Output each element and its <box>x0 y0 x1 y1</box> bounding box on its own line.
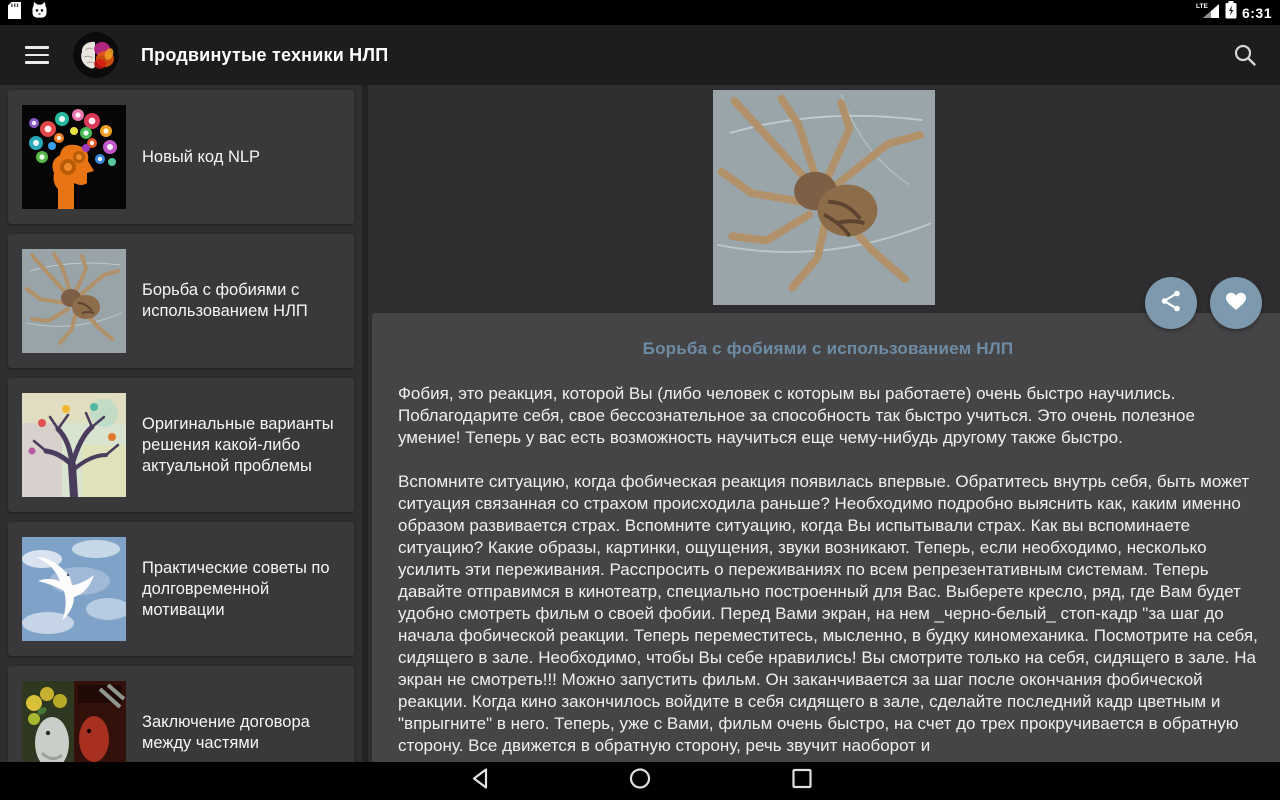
brain-icons-thumbnail <box>22 105 126 209</box>
sd-card-icon <box>8 2 21 24</box>
sidebar-item-label: Борьба с фобиями с использованием НЛП <box>142 281 308 320</box>
tree-art-thumbnail <box>22 393 126 497</box>
share-icon <box>1158 288 1184 319</box>
network-label: LTE <box>1195 3 1208 10</box>
sidebar-item-prakticheskie-sovety[interactable] <box>8 522 354 656</box>
sidebar-item-zaklyuchenie-dogovora[interactable] <box>8 666 354 762</box>
favorite-button[interactable] <box>1210 277 1262 329</box>
article-title: Борьба с фобиями с использованием НЛП <box>642 339 1014 358</box>
android-nav-bar <box>0 762 1280 800</box>
spider-header-image <box>713 90 935 305</box>
app-bar <box>0 25 1280 85</box>
chapter-list <box>0 85 362 762</box>
status-left-icons <box>0 2 48 24</box>
article-body <box>398 383 1258 757</box>
faces-collage-thumbnail <box>22 681 126 762</box>
back-button[interactable] <box>471 767 491 796</box>
heart-icon <box>1223 288 1249 319</box>
signal-lte-icon <box>1196 1 1220 24</box>
sidebar-item-label: Заключение договора между частями <box>142 713 310 752</box>
sidebar-item-label: Новый код NLP <box>142 147 261 166</box>
sidebar-item-originalnye-varianty[interactable] <box>8 378 354 512</box>
search-icon[interactable] <box>1232 42 1258 68</box>
sidebar-item-borba-s-fobiyami[interactable] <box>8 234 354 368</box>
status-right-cluster <box>1196 1 1280 24</box>
status-bar <box>0 0 1280 25</box>
clock-time: 6:31 <box>1241 4 1272 21</box>
brain-logo-icon <box>73 32 119 78</box>
sidebar-item-label: Оригинальные варианты решения какой-либо актуальной проблемы <box>142 414 334 475</box>
article-card <box>372 313 1280 800</box>
article-paragraph: Вспомните ситуацию, когда фобическая реакция появилась впервые. Обратитесь внутрь себя, быть может ситуация связанная со страхом происходила раньше? Необходимо подробно выяснить как, каким именно образом развивается страх. Вспомните ситуацию, когда Вы испытывали страх. Как вы вспоминаете ситуацию? Какие образы, картинки, ощущения, звуки возникают. Теперь, если необходимо, несколько усилить эти переживания. Расспросить о переживаниях по всем репрезентативным системам. Теперь давайте отправимся в кинотеатр, специально построенный для Вас. Выберете кресло, ряд, где Вам будет удобно смотреть фильм о своей фобии. Перед Вами экран, на нем _черно-белый_ стоп-кадр "за шаг до начала фобической реакции. Теперь переместитесь, мысленно, в будку киномеханика. Посмотрите на себя, сидящего в зале. Необходимо, чтобы Вы себе нравились! Вы смотрите только на себя, сидящего в зале. На экран не смотреть!!! Можно запустить фильм. Он заканчивается за шаг после окончания фобической реакции. Когда кино закончилось войдите в себя сидящего в зале, сделайте последний кадр цветным и "впрыгните" в него. Теперь, уже с Вами, фильм очень быстро, на счет до трех прокручивается в обратную сторону. Все движется в обратную сторону, речь звучит наоборот и <box>398 472 1258 755</box>
dove-thumbnail <box>22 537 126 641</box>
article-paragraph: Фобия, это реакция, которой Вы (либо человек с которым вы работаете) очень быстро научились. Поблагодарите себя, свое бессознательное за способность так быстро учиться. Это очень полезное умение! Теперь у вас есть возможность научиться еще чему-нибудь другому также быстро. <box>398 384 1195 447</box>
share-button[interactable] <box>1145 277 1197 329</box>
hamburger-menu-icon[interactable] <box>25 46 49 64</box>
spider-thumbnail <box>22 249 126 353</box>
superuser-face-icon <box>31 2 48 23</box>
sidebar-item-label: Практические советы по долговременной мотивации <box>142 558 330 619</box>
sidebar-item-novyi-kod-nlp[interactable] <box>8 90 354 224</box>
recents-button[interactable] <box>791 768 813 795</box>
page-title: Продвинутые техники НЛП <box>141 44 389 65</box>
battery-charging-icon <box>1225 1 1237 24</box>
home-button[interactable] <box>628 767 652 796</box>
article-pane <box>368 85 1280 800</box>
